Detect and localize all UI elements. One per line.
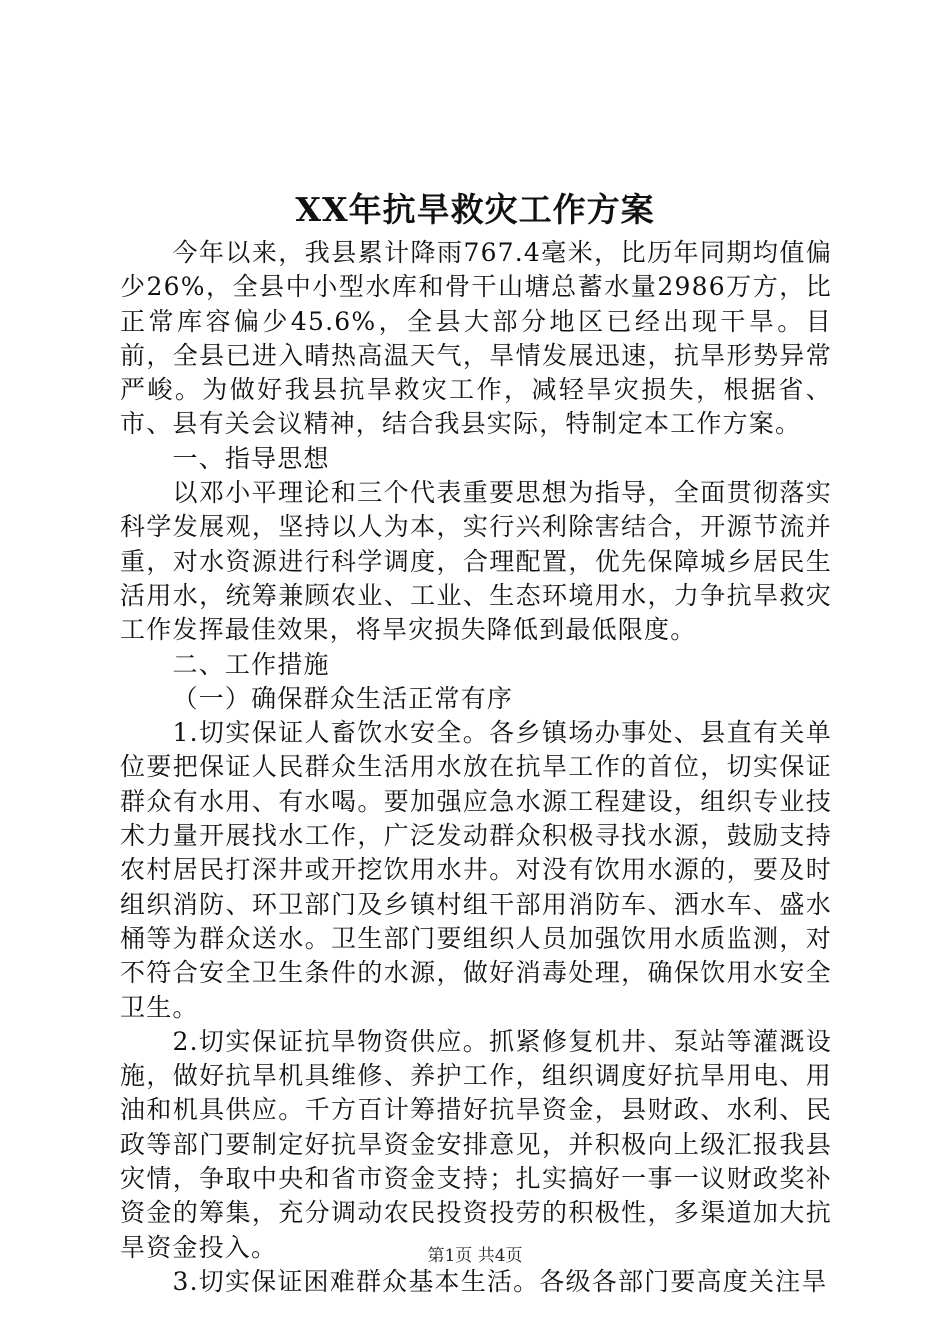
section-heading-guiding-thought: 一、指导思想 [172, 443, 330, 473]
document-title: XX年抗旱救灾工作方案 [295, 190, 655, 229]
document-body [120, 236, 832, 1299]
page-footer: 第1页 共4页 [427, 1246, 523, 1266]
paragraph-intro: 今年以来，我县累计降雨767.4毫米，比历年同期均值偏少26%，全县中小型水库和骨干山塘总蓄水量2986万方，比正常库容偏少45.6%，全县大部分地区已经出现干旱。目前，全县已进入晴热高温天气，旱情发展迅速，抗旱形势异常严峻。为做好我县抗旱救灾工作，减轻旱灾损失，根据省、市、县有关会议精神，结合我县实际，特制定本工作方案。 [120, 238, 832, 439]
paragraph-item-3: 3.切实保证困难群众基本生活。各级各部门要高度关注旱 [172, 1266, 828, 1296]
subsection-heading-1: （一）确保群众生活正常有序 [172, 683, 514, 713]
paragraph-item-1: 1.切实保证人畜饮水安全。各乡镇场办事处、县直有关单位要把保证人民群众生活用水放在抗旱工作的首位，切实保证群众有水用、有水喝。要加强应急水源工程建设，组织专业技术力量开展找水工作，广泛发动群众积极寻找水源，鼓励支持农村居民打深井或开挖饮用水井。对没有饮用水源的，要及时组织消防、环卫部门及乡镇村组干部用消防车、洒水车、盛水桶等为群众送水。卫生部门要组织人员加强饮用水质监测，对不符合安全卫生条件的水源，做好消毒处理，确保饮用水安全卫生。 [120, 718, 832, 1022]
section-heading-work-measures: 二、工作措施 [172, 649, 330, 679]
paragraph-item-2: 2.切实保证抗旱物资供应。抓紧修复机井、泵站等灌溉设施，做好抗旱机具维修、养护工作，组织调度好抗旱用电、用油和机具供应。千方百计筹措好抗旱资金，县财政、水利、民政等部门要制定好抗旱资金安排意见，并积极向上级汇报我县灾情，争取中央和省市资金支持；扎实搞好一事一议财政奖补资金的筹集，充分调动农民投资投劳的积极性，多渠道加大抗旱资金投入。 [120, 1026, 832, 1262]
paragraph-guiding-thought: 以邓小平理论和三个代表重要思想为指导，全面贯彻落实科学发展观，坚持以人为本，实行兴利除害结合，开源节流并重，对水资源进行科学调度，合理配置，优先保障城乡居民生活用水，统筹兼顾农业、工业、生态环境用水，力争抗旱救灾工作发挥最佳效果，将旱灾损失降低到最低限度。 [120, 478, 832, 645]
